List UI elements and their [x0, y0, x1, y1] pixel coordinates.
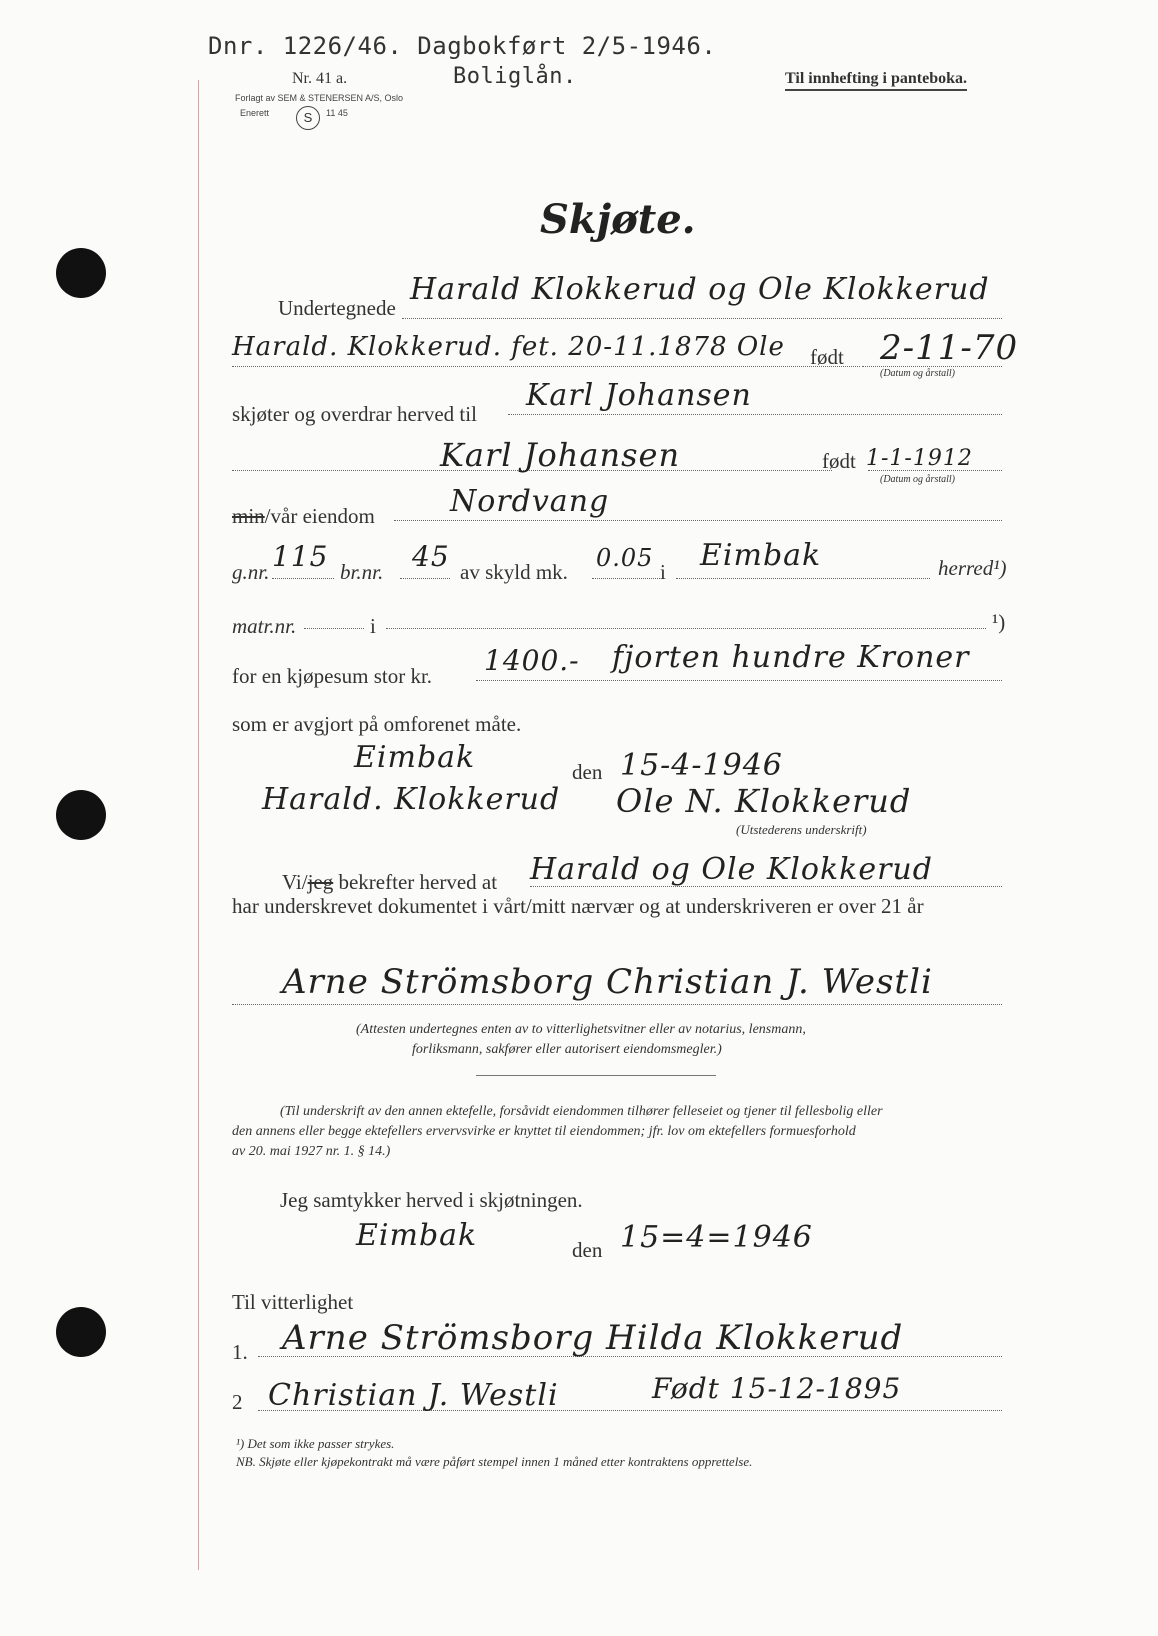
buyer-name-line2: Karl Johansen: [440, 436, 681, 474]
witness-1-number: 1.: [232, 1340, 248, 1364]
field-line: [400, 578, 450, 579]
field-line: [386, 628, 986, 629]
field-line: [592, 578, 660, 579]
date-hint: (Datum og årstall): [880, 368, 955, 379]
binder-hole: [56, 790, 106, 840]
attest-note-2: forliksmann, sakfører eller autorisert eiendomsmegler.): [412, 1042, 722, 1057]
field-line: [476, 680, 1002, 681]
witness-1-signature: Arne Strömsborg Hilda Klokkerud: [282, 1318, 904, 1358]
binder-hole: [56, 1307, 106, 1357]
issuer-signature-1: Harald. Klokkerud: [262, 782, 561, 817]
in-label: i: [660, 560, 666, 584]
divider: [476, 1075, 716, 1076]
witness-2-number: 2: [232, 1390, 243, 1414]
consent-text: Jeg samtykker herved i skjøtningen.: [280, 1188, 583, 1212]
publisher-line: Forlagt av SEM & STENERSEN A/S, Oslo: [235, 93, 404, 103]
field-line: [304, 628, 364, 629]
settled-text: som er avgjort på omforenet måte.: [232, 712, 522, 736]
gnr-value: 115: [272, 540, 329, 573]
registry-stamp: Dnr. 1226/46. Dagbokført 2/5-1946.: [208, 32, 717, 60]
herred-value: Eimbak: [700, 538, 822, 573]
buyer-name: Karl Johansen: [526, 378, 752, 413]
price-value: 1400.-: [484, 644, 580, 677]
consent-date: 15=4=1946: [620, 1220, 813, 1255]
attest-names: Harald og Ole Klokkerud: [530, 852, 933, 887]
transfer-label: skjøter og overdrar herved til: [232, 402, 477, 426]
field-line: [402, 318, 1002, 319]
spouse-note-3: av 20. mai 1927 nr. 1. § 14.): [232, 1144, 391, 1159]
undersigned-line2: Harald. Klokkerud. fet. 20-11.1878 Ole: [232, 332, 785, 362]
born-label: født: [810, 345, 844, 369]
spouse-note-2: den annens eller begge ektefellers ervervsvirke er knyttet til eiendommen; jfr. lov om ektefellers formuesforhold: [232, 1124, 856, 1139]
property-name: Nordvang: [450, 484, 610, 519]
den-label: den: [572, 760, 603, 784]
attest-note-1: (Attesten undertegnes enten av to vitterlighetsvitner eller av notarius, lensmann,: [356, 1022, 806, 1037]
bnr-label: br.nr.: [340, 560, 384, 584]
witness-label: Til vitterlighet: [232, 1290, 354, 1314]
field-line: [232, 366, 860, 367]
matr-footnote-ref: ¹): [992, 610, 1006, 634]
den-label: den: [572, 1238, 603, 1262]
price-label: for en kjøpesum stor kr.: [232, 664, 433, 688]
gnr-label: g.nr.: [232, 560, 270, 584]
attest-statement: har underskrevet dokumentet i vårt/mitt nærvær og at underskriveren er over 21 år: [232, 894, 924, 918]
field-line: [232, 1004, 1002, 1005]
undersigned-value: Harald Klokkerud og Ole Klokkerud: [410, 272, 990, 307]
signing-place: Eimbak: [354, 740, 476, 775]
attest-confirm: Vi/jeg bekrefter herved at: [282, 870, 498, 894]
herred-label: herred¹): [938, 556, 1007, 580]
footnote-2: NB. Skjøte eller kjøpekontrakt må være påført stempel innen 1 måned etter kontraktens opprettelse.: [236, 1454, 753, 1469]
footnote-1: ¹) Det som ikke passer strykes.: [236, 1436, 395, 1451]
publisher-logo: S: [296, 106, 320, 130]
signing-date: 15-4-1946: [620, 748, 783, 783]
exclusive-label: Enerett: [240, 108, 270, 118]
form-number: Nr. 41 a.: [292, 70, 348, 87]
stamp-note: Til innhefting i panteboka.: [785, 70, 967, 88]
binder-hole: [56, 248, 106, 298]
document-title: Skjøte.: [540, 196, 696, 243]
witness-2-born: Født 15-12-1895: [652, 1372, 902, 1405]
matr-in-label: i: [370, 614, 376, 638]
undersigned-label: Undertegnede: [278, 296, 396, 320]
date-hint: (Datum og årstall): [880, 474, 955, 485]
witness-2-signature: Christian J. Westli: [268, 1378, 559, 1413]
field-line: [676, 578, 930, 579]
print-date: 11 45: [326, 108, 348, 118]
loan-type: Boliglån.: [453, 64, 577, 89]
field-line: [272, 578, 334, 579]
issuer-signature-2: Ole N. Klokkerud: [616, 782, 912, 820]
spouse-note-1: (Til underskrift av den annen ektefelle, forsåvidt eiendommen tilhører felleseiet og tjener til fellesbolig eller: [280, 1104, 883, 1119]
matr-label: matr.nr.: [232, 614, 297, 638]
signature-caption: (Utstederens underskrift): [736, 822, 867, 837]
consent-place: Eimbak: [356, 1218, 478, 1253]
skyld-value: 0.05: [596, 544, 654, 572]
property-label: min/vår eiendom: [232, 504, 375, 528]
born-label: født: [822, 449, 856, 473]
seller-born-date: 2-11-70: [880, 328, 1019, 368]
skyld-label: av skyld mk.: [460, 560, 568, 584]
field-line: [394, 520, 1002, 521]
buyer-born-date: 1-1-1912: [866, 446, 973, 471]
bnr-value: 45: [412, 540, 450, 573]
margin-rule: [198, 80, 199, 1570]
price-words: fjorten hundre Kroner: [612, 640, 970, 675]
field-line: [508, 414, 1002, 415]
witness-signatures: Arne Strömsborg Christian J. Westli: [282, 962, 933, 1002]
